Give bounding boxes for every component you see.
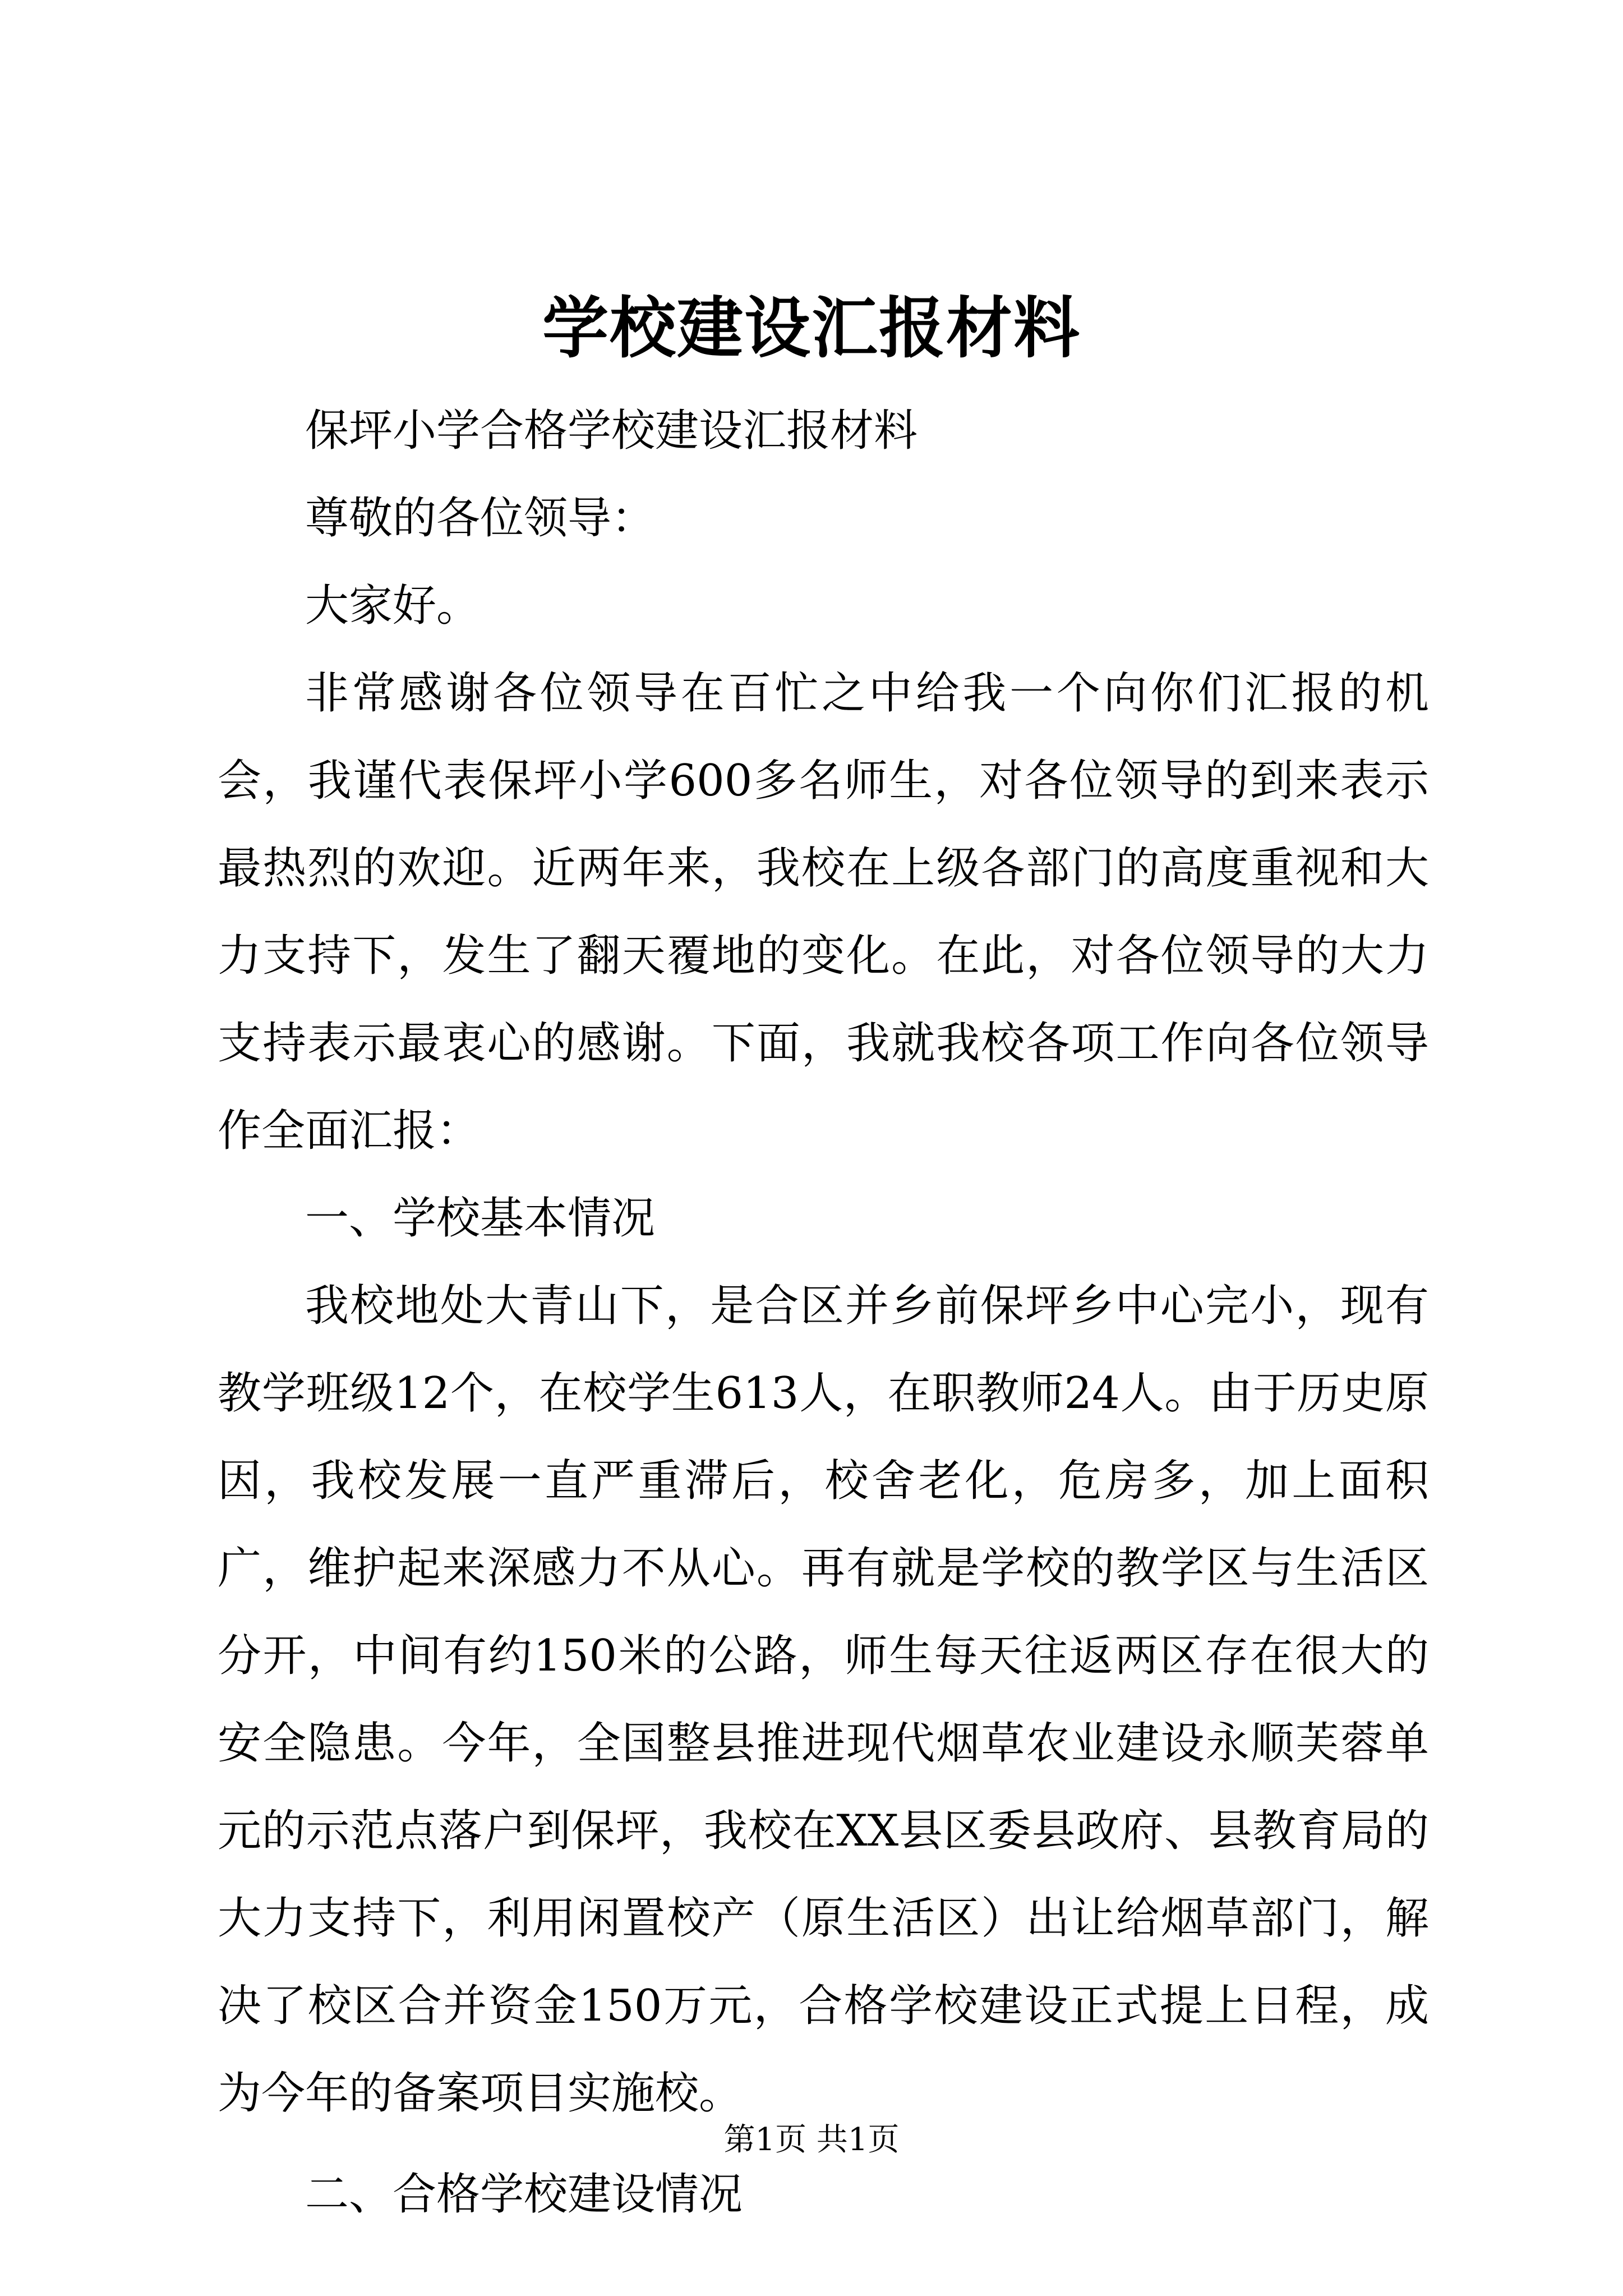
document-title: 学校建设汇报材料 xyxy=(542,289,1081,367)
greeting-paragraph: 大家好。 xyxy=(305,581,481,631)
intro-paragraph: 非常感谢各位领导在百忙之中给我一个向你们汇报的机会，我谨代表保坪小学600多名师生，对各位领导的到来表示最热烈的欢迎。近两年来，我校在上级各部门的高度重视和大力支持下，发生了翻天覆地的变化。在此，对各位领导的大力支持表示最衷心的感谢。下面，我就我校各项工作向各位领导作全面汇报： xyxy=(218,668,1429,1156)
subtitle-paragraph: 保坪小学合格学校建设汇报材料 xyxy=(305,406,918,456)
section-heading-1: 一、学校基本情况 xyxy=(305,1193,656,1244)
section-heading-2: 二、合格学校建设情况 xyxy=(305,2169,743,2220)
salutation-paragraph: 尊敬的各位领导： xyxy=(305,493,656,544)
school-overview-paragraph: 我校地处大青山下，是合区并乡前保坪乡中心完小，现有教学班级12个，在校学生613人，在职教师24人。由于历史原因，我校发展一直严重滞后，校舍老化，危房多，加上面积广，维护起来深感力不从心。再有就是学校的教学区与生活区分开，中间有约150米的公路，师生每天往返两区存在很大的安全隐患。今年，全国整县推进现代烟草农业建设永顺芙蓉单元的示范点落户到保坪，我校在XX县区委县政府、县教育局的大力支持下，利用闲置校产（原生活区）出让给烟草部门，解决了校区合并资金150万元，合格学校建设正式提上日程，成为今年的备案项目实施校。 xyxy=(218,1281,1429,2119)
document-body xyxy=(218,387,1429,2238)
page-footer: 第1页 共1页 xyxy=(723,2122,900,2158)
